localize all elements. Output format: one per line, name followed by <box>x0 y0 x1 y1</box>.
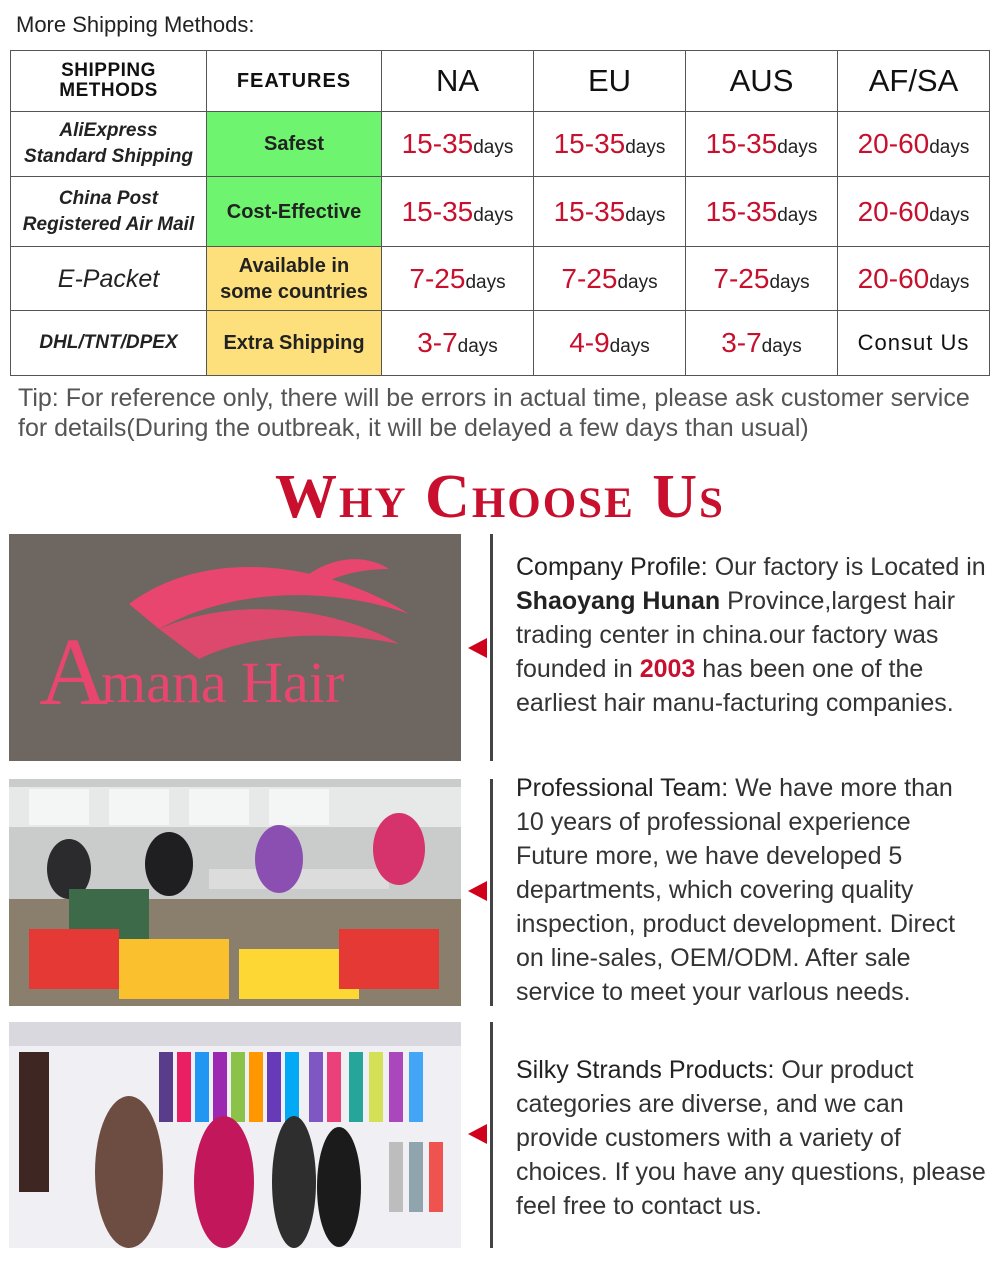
feature-cell: Available in some countries <box>207 247 382 311</box>
delivery-time-cell: 7-25days <box>382 247 534 311</box>
table-row <box>11 112 990 177</box>
company-profile-text: Company Profile: Our factory is Located in Shaoyang Hunan Province,largest hair trading center in china.our factory was founded in 2003 has been one of the earliest hair manu-facturing companies. <box>516 553 986 717</box>
feature-cell: Safest <box>207 112 382 177</box>
shipping-method-cell: E-Packet <box>11 247 207 311</box>
svg-text:mana Hair: mana Hair <box>101 650 345 715</box>
factory-photo-icon <box>9 779 461 1006</box>
consult-us-cell: Consut Us <box>838 311 990 376</box>
delivery-time-cell: 20-60days <box>838 247 990 311</box>
table-row <box>11 247 990 311</box>
delivery-time-cell: 20-60days <box>838 112 990 177</box>
delivery-time-cell: 15-35days <box>534 112 686 177</box>
table-row <box>11 177 990 247</box>
shipping-method-cell: AliExpress Standard Shipping <box>11 112 207 177</box>
delivery-time-cell: 15-35days <box>686 112 838 177</box>
professional-team-text: Professional Team: We have more than 10 years of professional experience Future more, we have developed 5 departments, which covering quality inspection, product development. Direct on line-sales, OEM/ODM. After sale service to meet your varlous needs. <box>516 774 956 1006</box>
delivery-time-cell: 15-35days <box>382 112 534 177</box>
delivery-time-cell: 7-25days <box>686 247 838 311</box>
header-region: NA <box>382 51 534 112</box>
hair-swoosh-icon <box>9 534 461 761</box>
table-row <box>11 311 990 376</box>
showroom-photo-icon <box>9 1022 461 1248</box>
delivery-time-cell: 7-25days <box>534 247 686 311</box>
delivery-time-cell: 4-9days <box>534 311 686 376</box>
shipping-tip: Tip: For reference only, there will be errors in actual time, please ask customer service for details(During the outbreak, it will be delayed a few days than usual) <box>18 384 970 442</box>
delivery-time-cell: 15-35days <box>534 177 686 247</box>
feature-cell: Cost-Effective <box>207 177 382 247</box>
header-region: AUS <box>686 51 838 112</box>
svg-text:A: A <box>39 618 109 725</box>
why-choose-us-title: Why Choose Us <box>275 463 725 531</box>
delivery-time-cell: 15-35days <box>686 177 838 247</box>
header-region: AF/SA <box>838 51 990 112</box>
delivery-time-cell: 3-7days <box>686 311 838 376</box>
showroom-products-photo <box>9 1022 461 1248</box>
pointer-arrow-icon <box>468 1124 487 1144</box>
delivery-time-cell: 20-60days <box>838 177 990 247</box>
pointer-arrow-icon <box>468 638 487 658</box>
factory-workers-photo <box>9 779 461 1006</box>
shipping-table <box>10 50 990 376</box>
shipping-method-cell: China Post Registered Air Mail <box>11 177 207 247</box>
table-header-row <box>11 51 990 112</box>
feature-cell: Extra Shipping <box>207 311 382 376</box>
section-divider <box>490 779 493 1006</box>
amana-hair-logo-image <box>9 534 461 761</box>
silky-strands-text: Silky Strands Products: Our product categories are diverse, and we can provide customers with a variety of choices. If you have any questions, please feel free to contact us. <box>516 1056 986 1220</box>
delivery-time-cell: 3-7days <box>382 311 534 376</box>
header-features: FEATURES <box>207 51 382 112</box>
shipping-methods-heading: More Shipping Methods: <box>16 12 255 37</box>
pointer-arrow-icon <box>468 881 487 901</box>
shipping-method-cell: DHL/TNT/DPEX <box>11 311 207 376</box>
header-region: EU <box>534 51 686 112</box>
section-divider <box>490 534 493 761</box>
header-shipping-methods: SHIPPING METHODS <box>11 51 207 112</box>
delivery-time-cell: 15-35days <box>382 177 534 247</box>
section-divider <box>490 1022 493 1248</box>
